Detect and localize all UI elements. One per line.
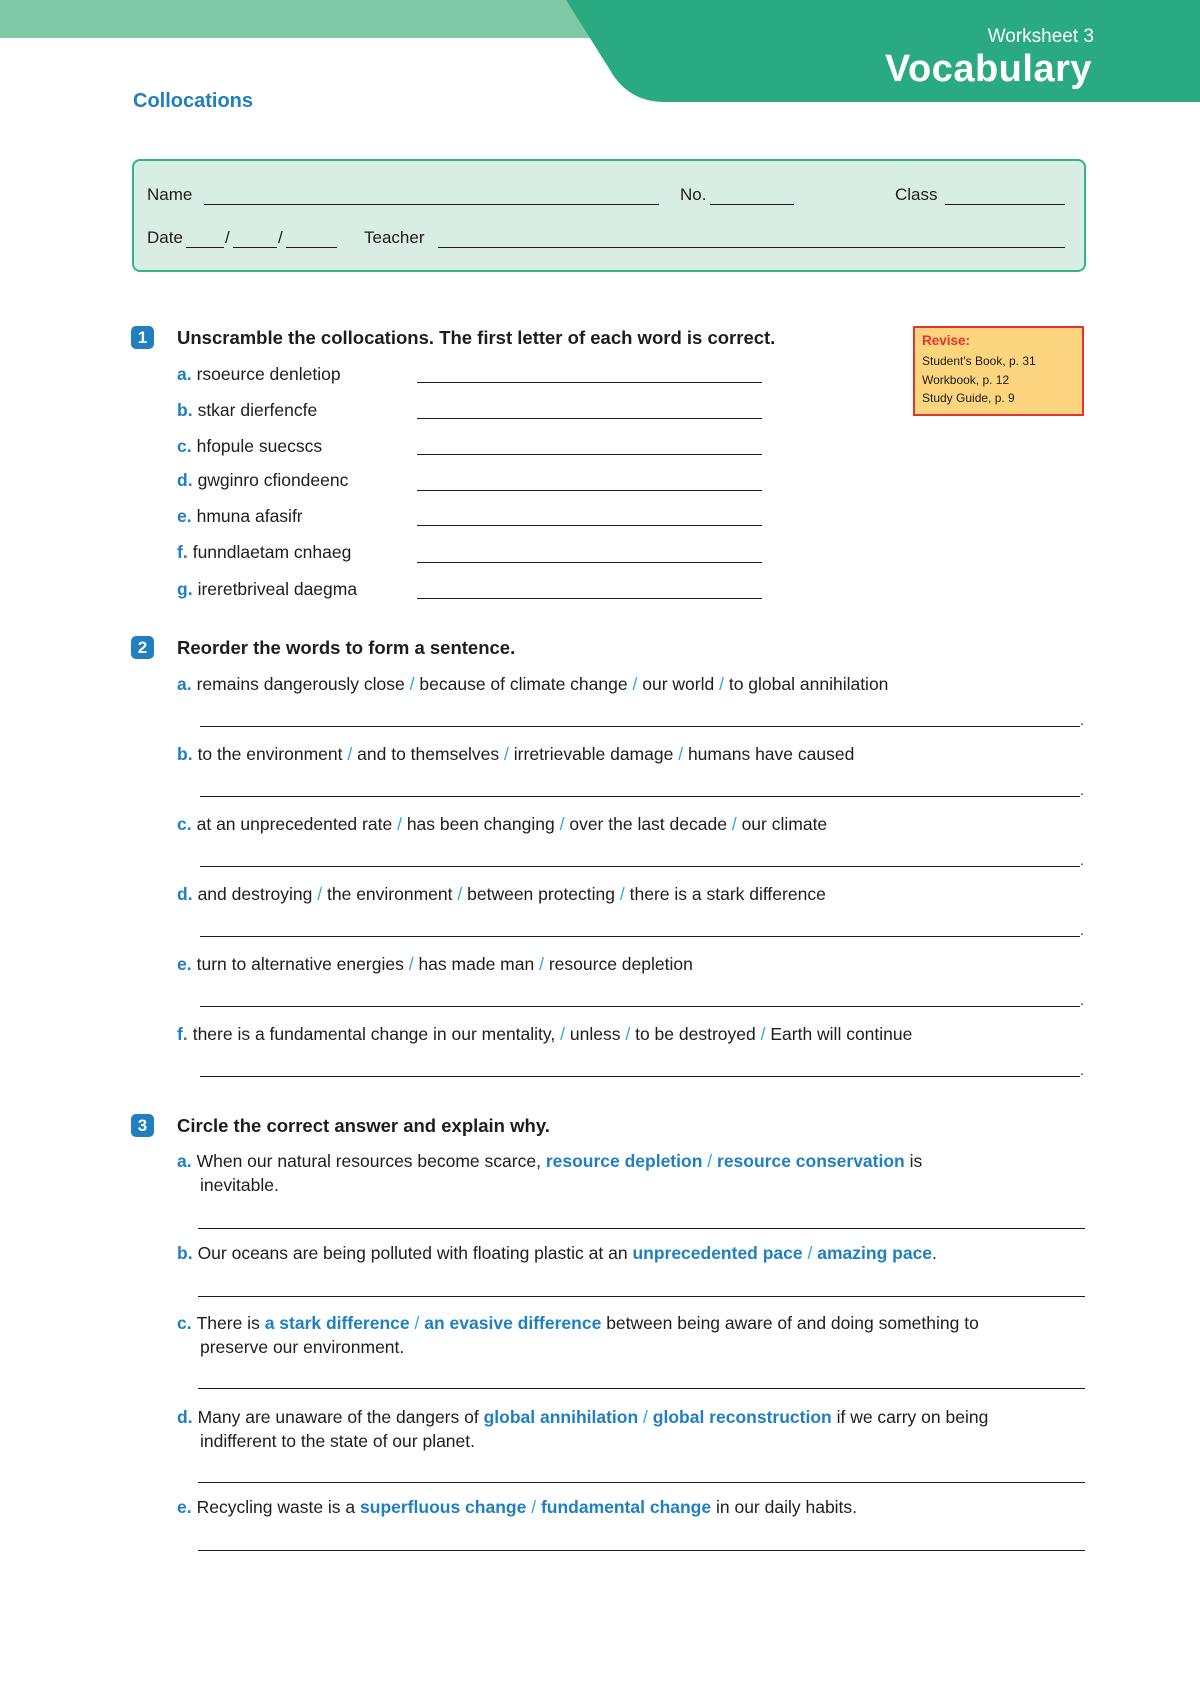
sentence-part: Many are unaware of the dangers of	[197, 1407, 479, 1427]
page-title: Vocabulary	[884, 48, 1092, 90]
separator: /	[408, 954, 414, 974]
word-group: there is a fundamental change in our mentality,	[192, 1024, 556, 1044]
item-letter: a.	[177, 364, 192, 384]
exercise1-instruction: Unscramble the collocations. The first letter of each word is correct.	[177, 327, 776, 348]
separator: /	[409, 674, 415, 694]
ex3-item	[177, 1405, 1077, 1453]
ex1-answer-line[interactable]	[417, 418, 762, 419]
student-info-box	[132, 159, 1086, 272]
ex1-item	[177, 400, 317, 421]
sentence-part: Recycling waste is a	[196, 1497, 356, 1517]
word-group: our climate	[741, 814, 828, 834]
separator: /	[347, 744, 353, 764]
sentence-part: .	[932, 1243, 937, 1263]
choice-options[interactable]	[360, 1497, 711, 1517]
word-group: resource depletion	[548, 954, 693, 974]
word-group: to the environment	[197, 744, 343, 764]
item-letter: d.	[177, 884, 193, 904]
item-letter: f.	[177, 542, 188, 562]
ex1-item	[177, 364, 341, 385]
scrambled-text: rsoeurce denletiop	[196, 364, 341, 384]
revise-line: Student's Book, p. 31	[922, 354, 1036, 368]
item-letter: f.	[177, 1024, 188, 1044]
line-end-period: .	[1080, 782, 1084, 798]
item-letter: b.	[177, 744, 193, 764]
separator: /	[707, 1151, 713, 1171]
sentence-part: indifferent to the state of our planet.	[200, 1431, 476, 1451]
item-letter: e.	[177, 506, 192, 526]
ex1-item	[177, 506, 303, 527]
ex2-item	[177, 814, 827, 835]
choice-option-2[interactable]: fundamental change	[540, 1497, 712, 1517]
revise-line: Study Guide, p. 9	[922, 391, 1015, 405]
ex1-answer-line[interactable]	[417, 382, 762, 383]
ex2-answer-line[interactable]	[200, 1006, 1080, 1007]
ex1-answer-line[interactable]	[417, 562, 762, 563]
separator: /	[678, 744, 684, 764]
line-end-period: .	[1080, 1062, 1084, 1078]
separator: /	[560, 1024, 565, 1044]
ex3-item	[177, 1311, 1077, 1359]
word-group: remains dangerously close	[196, 674, 405, 694]
item-letter: c.	[177, 814, 192, 834]
word-group: and to themselves	[357, 744, 500, 764]
separator: /	[632, 674, 638, 694]
choice-options[interactable]	[546, 1151, 905, 1171]
teacher-label: Teacher	[364, 228, 425, 247]
revise-title: Revise:	[922, 333, 971, 348]
ex1-item	[177, 436, 322, 457]
word-group: there is a stark difference	[629, 884, 826, 904]
ex3-item	[177, 1497, 857, 1518]
item-letter: b.	[177, 400, 193, 420]
scrambled-text: stkar dierfencfe	[197, 400, 318, 420]
ex3-answer-line[interactable]	[198, 1388, 1085, 1389]
date-day-field[interactable]	[186, 247, 224, 248]
ex2-answer-line[interactable]	[200, 936, 1080, 937]
item-letter: e.	[177, 1497, 192, 1517]
ex1-item	[177, 542, 351, 563]
ex2-answer-line[interactable]	[200, 1076, 1080, 1077]
ex2-item	[177, 1024, 912, 1045]
choice-option-1[interactable]: resource depletion	[545, 1151, 703, 1171]
choice-option-2[interactable]: an evasive difference	[424, 1313, 602, 1333]
word-group: because of climate change	[419, 674, 628, 694]
word-group: at an unprecedented rate	[196, 814, 393, 834]
no-label: No.	[680, 185, 707, 204]
header-green-tab	[566, 0, 1200, 102]
ex2-item	[177, 954, 693, 975]
item-letter: c.	[177, 436, 192, 456]
sentence-part: between being aware of and doing something to	[606, 1313, 979, 1333]
ex1-item	[177, 579, 357, 600]
scrambled-text: ireretbriveal daegma	[197, 579, 358, 599]
header-light-band	[0, 0, 640, 38]
ex1-answer-line[interactable]	[417, 598, 762, 599]
item-letter: g.	[177, 579, 193, 599]
word-group: to global annihilation	[728, 674, 889, 694]
exercise2-instruction: Reorder the words to form a sentence.	[177, 637, 516, 658]
choice-option-1[interactable]: unprecedented pace	[632, 1243, 803, 1263]
separator: /	[317, 884, 323, 904]
sentence-part: inevitable.	[200, 1175, 279, 1195]
revise-line: Workbook, p. 12	[922, 372, 1010, 387]
ex3-answer-line[interactable]	[198, 1482, 1085, 1483]
name-label: Name	[147, 185, 193, 204]
date-separator: /	[225, 228, 230, 247]
sentence-part: When our natural resources become scarce,	[196, 1151, 541, 1171]
separator: /	[760, 1024, 766, 1044]
word-group: has been changing	[406, 814, 555, 834]
date-month-field[interactable]	[233, 247, 277, 248]
word-group: to be destroyed	[635, 1024, 756, 1044]
choice-option-2[interactable]: resource conservation	[717, 1151, 905, 1171]
choice-option-1[interactable]: superfluous change	[360, 1497, 527, 1517]
separator: /	[531, 1497, 537, 1517]
sentence-part: There is	[196, 1313, 260, 1333]
exercise-number-badge: 1	[131, 326, 154, 349]
choice-option-1[interactable]: global annihilation	[483, 1407, 639, 1427]
word-group: the environment	[327, 884, 453, 904]
sentence-part: is	[909, 1151, 923, 1171]
exercise-number-badge: 3	[131, 1114, 154, 1137]
word-group: between protecting	[467, 884, 616, 904]
ex1-answer-line[interactable]	[417, 525, 762, 526]
ex2-answer-line[interactable]	[200, 866, 1080, 867]
scrambled-text: funndlaetam cnhaeg	[192, 542, 352, 562]
choice-options[interactable]	[265, 1313, 602, 1333]
ex2-answer-line[interactable]	[200, 726, 1080, 727]
ex1-answer-line[interactable]	[417, 490, 762, 491]
section-title: Collocations	[133, 90, 254, 112]
class-field[interactable]	[945, 204, 1065, 205]
separator: /	[457, 884, 463, 904]
ex3-answer-line[interactable]	[198, 1550, 1085, 1551]
separator: /	[397, 814, 402, 834]
scrambled-text: hfopule suecscs	[196, 436, 323, 456]
sentence-part: preserve our environment.	[200, 1337, 405, 1357]
ex3-item	[177, 1243, 937, 1264]
separator: /	[559, 814, 565, 834]
word-group: Earth will continue	[770, 1024, 913, 1044]
choice-options[interactable]	[484, 1407, 832, 1427]
revise-box	[913, 326, 1084, 416]
scrambled-text: gwginro cfiondeenc	[197, 470, 349, 490]
sentence-part: if we carry on being	[836, 1407, 989, 1427]
worksheet-label: Worksheet 3	[987, 26, 1094, 47]
separator: /	[719, 674, 724, 694]
number-field[interactable]	[710, 204, 794, 205]
ex2-item	[177, 744, 854, 765]
item-letter: d.	[177, 470, 193, 490]
word-group: has made man	[418, 954, 535, 974]
date-separator: /	[278, 228, 283, 247]
word-group: our world	[642, 674, 715, 694]
line-end-period: .	[1080, 992, 1084, 1008]
ex3-answer-line[interactable]	[198, 1228, 1085, 1229]
word-group: turn to alternative energies	[196, 954, 404, 974]
separator: /	[414, 1313, 420, 1333]
choice-option-2[interactable]: amazing pace	[817, 1243, 933, 1263]
exercise3-instruction: Circle the correct answer and explain why.	[177, 1115, 550, 1136]
item-letter: b.	[177, 1243, 193, 1263]
sentence-part: in our daily habits.	[715, 1497, 858, 1517]
line-end-period: .	[1080, 922, 1084, 938]
ex2-item	[177, 674, 888, 695]
separator: /	[539, 954, 544, 974]
ex3-answer-line[interactable]	[198, 1296, 1085, 1297]
word-group: humans have caused	[687, 744, 855, 764]
separator: /	[504, 744, 509, 764]
item-letter: e.	[177, 954, 192, 974]
sentence-part: Our oceans are being polluted with floating plastic at an	[197, 1243, 628, 1263]
date-label: Date	[147, 228, 183, 247]
ex2-item	[177, 884, 826, 905]
date-year-field[interactable]	[286, 247, 337, 248]
word-group: irretrievable damage	[513, 744, 674, 764]
item-letter: a.	[177, 674, 192, 694]
choice-option-1[interactable]: a stark difference	[264, 1313, 410, 1333]
item-letter: a.	[177, 1151, 192, 1171]
separator: /	[643, 1407, 648, 1427]
ex1-item	[177, 470, 348, 491]
separator: /	[619, 884, 625, 904]
item-letter: c.	[177, 1313, 192, 1333]
class-label: Class	[895, 185, 938, 204]
choice-options[interactable]	[632, 1243, 932, 1263]
ex2-answer-line[interactable]	[200, 796, 1080, 797]
item-letter: d.	[177, 1407, 193, 1427]
ex3-item	[177, 1149, 1077, 1197]
exercise-number-badge: 2	[131, 636, 154, 659]
teacher-field[interactable]	[438, 247, 1065, 248]
choice-option-2[interactable]: global reconstruction	[652, 1407, 832, 1427]
separator: /	[807, 1243, 813, 1263]
name-field[interactable]	[204, 204, 659, 205]
word-group: unless	[569, 1024, 621, 1044]
word-group: and destroying	[197, 884, 313, 904]
separator: /	[731, 814, 737, 834]
separator: /	[625, 1024, 631, 1044]
word-group: over the last decade	[569, 814, 727, 834]
scrambled-text: hmuna afasifr	[196, 506, 303, 526]
line-end-period: .	[1080, 712, 1084, 728]
line-end-period: .	[1080, 852, 1084, 868]
ex1-answer-line[interactable]	[417, 454, 762, 455]
